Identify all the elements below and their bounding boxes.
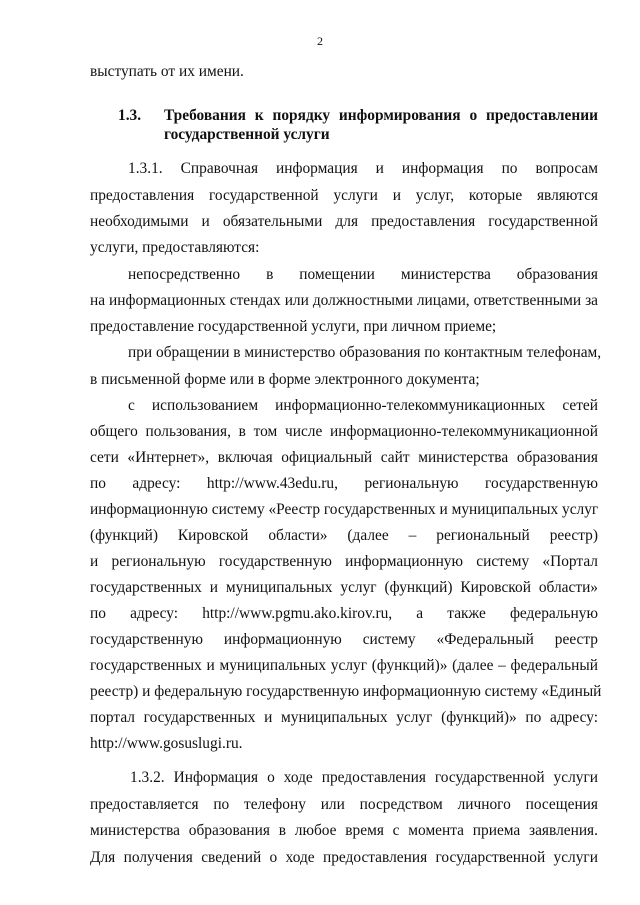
text-line: реестр) и федеральную государственную информационную систему «Единый — [90, 683, 602, 700]
text-line: в письменной форме или в форме электронного документа; — [90, 371, 480, 388]
text-line: общего пользования, в том числе информационно-телекоммуникационной — [90, 423, 598, 440]
text-line: по адресу: http://www.pgmu.ako.kirov.ru, а также федеральную — [90, 605, 598, 622]
text-line: государственных и муниципальных услуг (функций)» (далее – федеральный — [90, 657, 598, 674]
text-line: 1.3.1. Справочная информация и информация по вопросам — [128, 160, 598, 177]
text-line: сети «Интернет», включая официальный сайт министерства образования — [90, 449, 598, 466]
text-line: 1.3.2. Информация о ходе предоставления государственной услуги — [130, 769, 598, 786]
text-line: Для получения сведений о ходе предоставления государственной услуги — [90, 849, 598, 866]
text-line: по адресу: http://www.43edu.ru, региональную государственную — [90, 475, 598, 492]
text-line: необходимыми и обязательными для предоставления государственной — [90, 213, 598, 230]
page-number: 2 — [317, 34, 323, 48]
section-heading-line: государственной услуги — [164, 126, 330, 143]
text-line: министерства образования в любое время с момента приема заявления. — [90, 822, 598, 839]
text-line: непосредственно в помещении министерства образования — [128, 266, 598, 283]
text-line: с использованием информационно-телекоммуникационных сетей — [128, 397, 598, 414]
text-line: и региональную государственную информационную систему «Портал — [90, 553, 598, 570]
text-line: услуги, предоставляются: — [90, 239, 260, 256]
text-line: (функций) Кировской области» (далее – региональный реестр) — [90, 527, 598, 544]
text-line: на информационных стендах или должностными лицами, ответственными за — [90, 292, 598, 309]
section-heading-line: Требования к порядку информирования о предоставлении — [164, 107, 598, 124]
text-line: выступать от их имени. — [90, 63, 244, 80]
text-line: предоставляется по телефону или посредством личного посещения — [90, 796, 598, 813]
text-line: предоставление государственной услуги, при личном приеме; — [90, 318, 497, 335]
text-line: http://www.gosuslugi.ru. — [90, 735, 243, 752]
text-line: информационную систему «Реестр государственных и муниципальных услуг — [90, 501, 599, 518]
text-line: портал государственных и муниципальных услуг (функций)» по адресу: — [90, 709, 598, 726]
text-line: государственных и муниципальных услуг (функций) Кировской области» — [90, 579, 598, 596]
text-line: при обращении в министерство образования по контактным телефонам, — [128, 344, 602, 361]
text-line: государственную информационную систему «Федеральный реестр — [90, 631, 598, 648]
text-line: предоставления государственной услуги и услуг, которые являются — [90, 187, 598, 204]
section-number: 1.3. — [118, 107, 142, 124]
